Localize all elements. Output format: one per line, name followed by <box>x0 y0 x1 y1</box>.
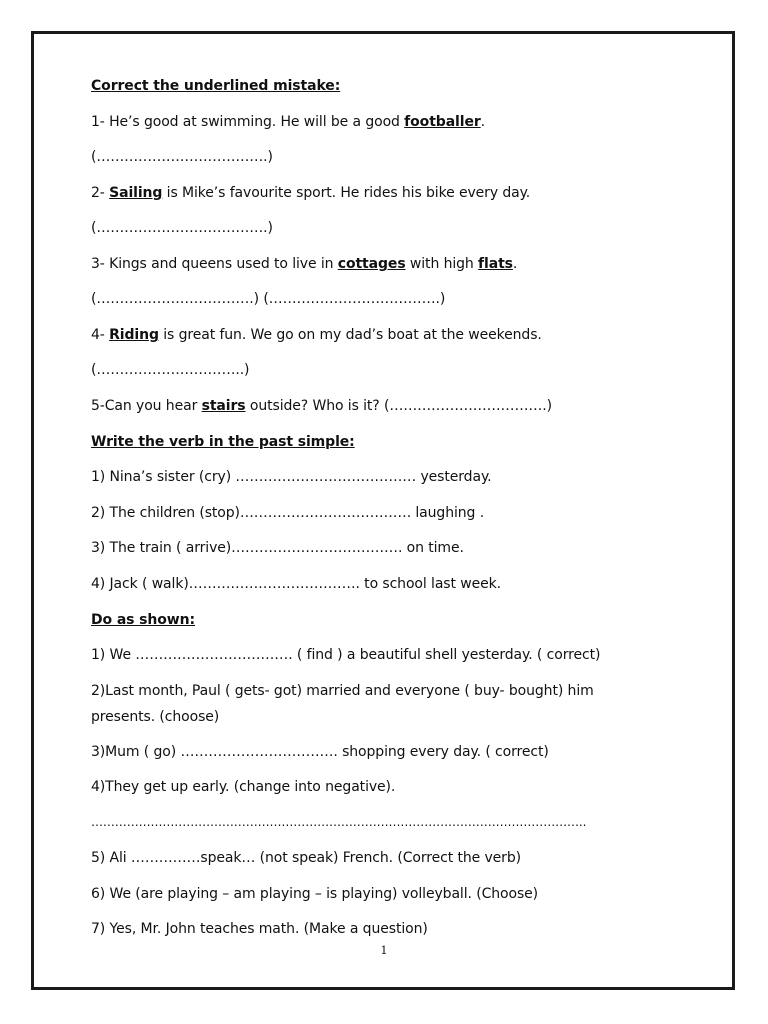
list-item: 3)Mum ( go) ……………………………. shopping every day. ( correct) <box>91 744 549 760</box>
question-text: 3- Kings and queens used to live in <box>91 256 338 272</box>
question-text: . <box>480 114 486 130</box>
list-item: 4) Jack ( walk)………………………………. to school last week. <box>91 576 501 592</box>
question-text: 4- <box>91 327 110 343</box>
list-item: 4)They get up early. (change into negative). <box>91 779 396 795</box>
underlined-word: stairs <box>201 398 246 414</box>
question-text: 1- He’s good at swimming. He will be a good <box>91 114 405 130</box>
list-item: 1) Nina’s sister (cry) ………………………………… yesterday. <box>91 469 492 485</box>
list-item: 2)Last month, Paul ( gets- got) married and everyone ( buy- bought) him presents. (choose) <box>91 683 594 725</box>
question-5 <box>91 398 552 414</box>
list-item: 3) The train ( arrive)………………………………. on time. <box>91 540 464 556</box>
question-text: 2- <box>91 185 110 201</box>
section-heading-correct-mistake: Correct the underlined mistake: <box>91 78 341 94</box>
question-4 <box>91 327 542 343</box>
underlined-word: flats <box>478 256 513 272</box>
answer-blank: (…………………………..) <box>91 362 250 378</box>
list-item: 1) We ……………………………. ( find ) a beautiful shell yesterday. ( correct) <box>91 647 601 663</box>
question-text: outside? Who is it? (…………………………….) <box>245 398 552 414</box>
question-text: . <box>512 256 518 272</box>
question-text: is great fun. We go on my dad’s boat at the weekends. <box>158 327 542 343</box>
section-heading-do-as-shown: Do as shown: <box>91 612 195 628</box>
list-item: 6) We (are playing – am playing – is playing) volleyball. (Choose) <box>91 886 539 902</box>
underlined-word: Sailing <box>109 185 163 201</box>
list-item: 5) Ali ……………speak… (not speak) French. (Correct the verb) <box>91 850 521 866</box>
question-3 <box>91 256 517 272</box>
answer-blank: …………………………………………………………………………………………………………….. <box>91 815 587 829</box>
question-1 <box>91 114 485 130</box>
underlined-word: cottages <box>337 256 406 272</box>
underlined-word: footballer <box>404 114 481 130</box>
question-2 <box>91 185 530 201</box>
underlined-word: Riding <box>109 327 159 343</box>
question-text: with high <box>405 256 479 272</box>
list-item: 7) Yes, Mr. John teaches math. (Make a question) <box>91 921 428 937</box>
page-number: 1 <box>380 944 388 957</box>
answer-blank: (…………………………….) (……………………………….) <box>91 291 446 307</box>
answer-blank: (……………………………….) <box>91 149 273 165</box>
section-heading-past-simple: Write the verb in the past simple: <box>91 434 355 450</box>
question-text: is Mike’s favourite sport. He rides his bike every day. <box>162 185 531 201</box>
answer-blank: (……………………………….) <box>91 220 273 236</box>
list-item: 2) The children (stop)………………………………. laughing . <box>91 505 485 521</box>
question-text: 5-Can you hear <box>91 398 202 414</box>
